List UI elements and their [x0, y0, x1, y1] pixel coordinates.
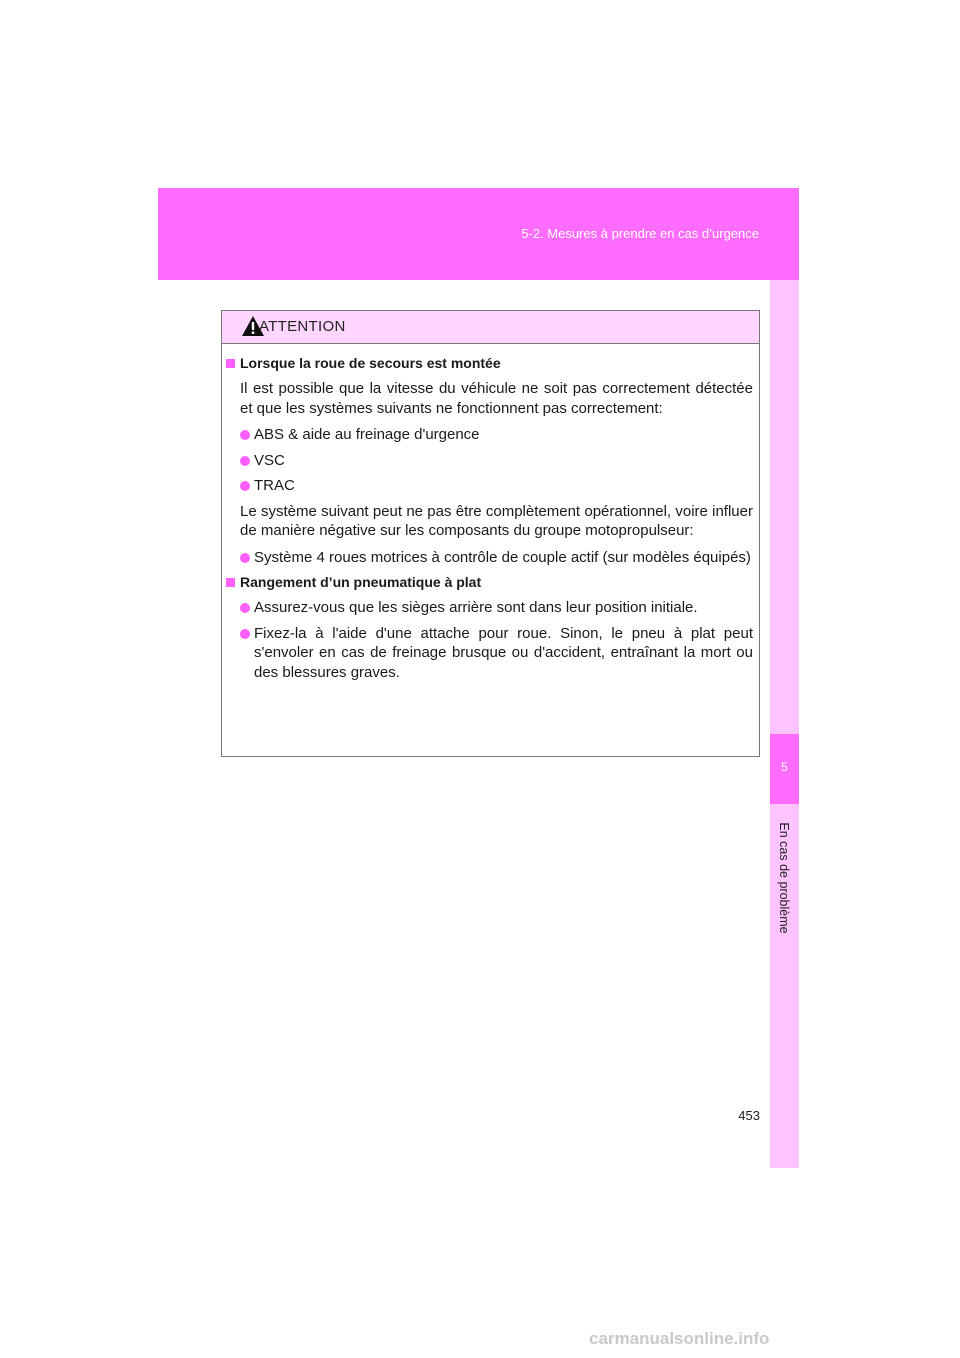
square-bullet-icon — [226, 359, 235, 368]
warning-body — [222, 344, 759, 682]
warning-header — [222, 311, 759, 344]
round-bullet-icon — [240, 430, 250, 440]
section-heading — [222, 354, 753, 373]
header-band — [158, 188, 799, 280]
section-header: 5-2. Mesures à prendre en cas d’urgence — [521, 226, 759, 241]
list-item-text: Système 4 roues motrices à contrôle de couple actif (sur modèles équipés) — [254, 548, 751, 566]
list-item — [240, 548, 753, 568]
section-heading-text: Rangement d’un pneumatique à plat — [240, 574, 482, 590]
round-bullet-icon — [240, 603, 250, 613]
list-item — [240, 598, 753, 618]
warning-box — [221, 310, 760, 757]
chapter-number: 5 — [781, 760, 788, 774]
list-item — [240, 425, 753, 445]
side-strip — [770, 280, 799, 1168]
round-bullet-icon — [240, 481, 250, 491]
section-heading — [222, 573, 753, 592]
list-item-text: Assurez-vous que les sièges arrière sont dans leur position initiale. — [254, 599, 698, 616]
round-bullet-icon — [240, 629, 250, 639]
list-item-text: Fixez-la à l'aide d'une attache pour roue. Sinon, le pneu à plat peut s'envoler en cas de freinage brusque ou d'accident, entraînant la mort ou des blessures graves. — [254, 624, 753, 681]
warning-title: ATTENTION — [259, 318, 346, 335]
list-item — [240, 451, 753, 471]
watermark: carmanualsonline.info — [589, 1329, 770, 1348]
list-item — [240, 476, 753, 496]
square-bullet-icon — [226, 578, 235, 587]
list-item-text: TRAC — [254, 477, 295, 494]
paragraph: Il est possible que la vitesse du véhicule ne soit pas correctement détectée et que les systèmes suivants ne fonctionnent pas correctement: — [240, 380, 753, 417]
list-item-text: VSC — [254, 451, 285, 469]
list-item-text: ABS & aide au freinage d'urgence — [254, 426, 480, 443]
chapter-tab[interactable] — [770, 734, 799, 804]
page-number: 453 — [738, 1108, 760, 1123]
round-bullet-icon — [240, 553, 250, 563]
list-item — [240, 624, 753, 683]
paragraph: Le système suivant peut ne pas être complètement opérationnel, voire influer de manière négative sur les composants du groupe motopropulseur: — [240, 502, 753, 539]
section-heading-text: Lorsque la roue de secours est montée — [240, 355, 501, 371]
round-bullet-icon — [240, 456, 250, 466]
chapter-label: En cas de problème — [777, 822, 791, 934]
